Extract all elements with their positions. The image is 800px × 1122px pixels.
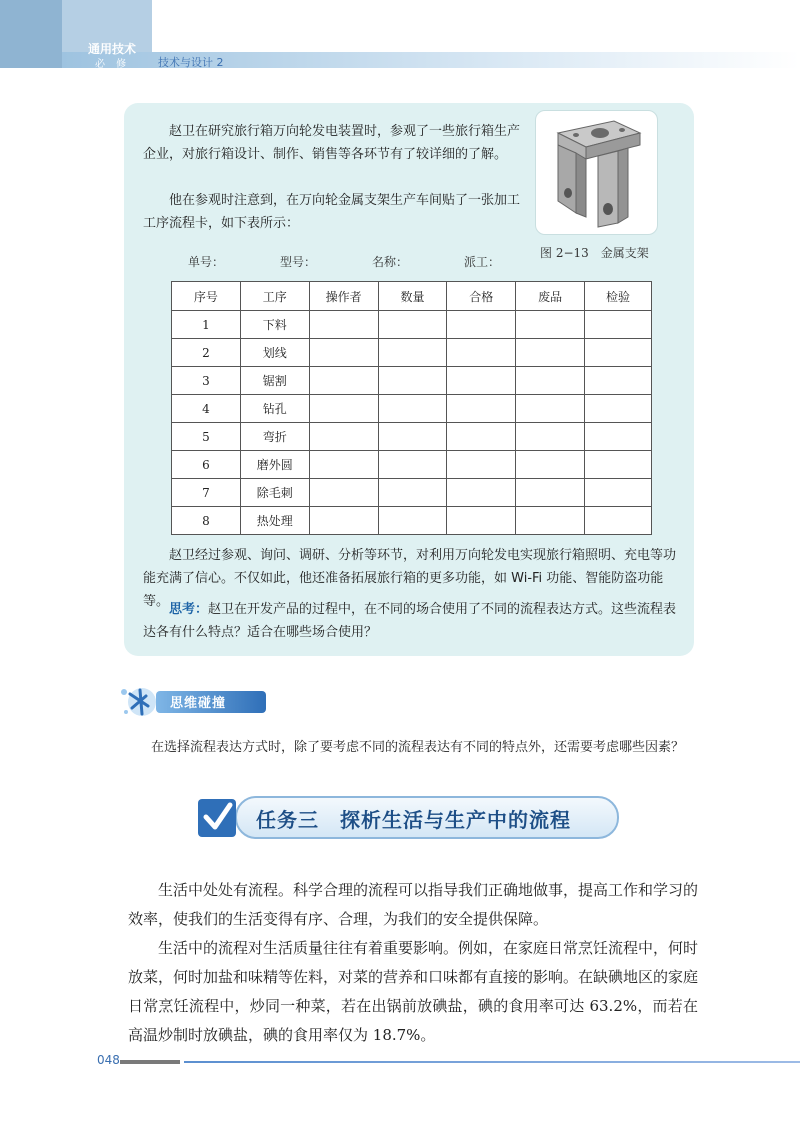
figure-caption: 图 2−13 金属支架 — [540, 246, 649, 260]
brainstorm-question: 在选择流程表达方式时，除了要考虑不同的流程表达有不同的特点外，还需要考虑哪些因素？ — [151, 740, 685, 755]
footer-bar — [120, 1060, 180, 1064]
table-row — [172, 451, 652, 479]
table-row — [172, 423, 652, 451]
form-field-name: 名称： — [372, 255, 409, 269]
table-header-cell: 合格 — [447, 282, 516, 311]
form-field-model: 型号： — [280, 255, 317, 269]
task-title: 任务三 探析生活与生产中的流程 — [256, 808, 571, 832]
row-step: 划线 — [240, 339, 309, 367]
row-step: 除毛刺 — [240, 479, 309, 507]
metal-bracket-illustration — [536, 111, 657, 234]
table-header-cell: 数量 — [378, 282, 447, 311]
table-row — [172, 367, 652, 395]
think-text: 赵卫在开发产品的过程中，在不同的场合使用了不同的流程表达方式。这些流程表达各有什么特点？适合在哪些场合使用？ — [143, 602, 677, 640]
table-row — [172, 311, 652, 339]
think-label: 思考： — [169, 602, 209, 617]
row-number: 4 — [172, 395, 241, 423]
table-header-cell: 序号 — [172, 282, 241, 311]
row-step: 磨外圆 — [240, 451, 309, 479]
row-number: 1 — [172, 311, 241, 339]
metal-bracket-figure — [535, 110, 658, 235]
row-number: 3 — [172, 367, 241, 395]
table-row — [172, 339, 652, 367]
row-step: 下料 — [240, 311, 309, 339]
body-paragraph-1: 生活中处处有流程。科学合理的流程可以指导我们正确地做事，提高工作和学习的效率，使我们的生活变得有序、合理，为我们的安全提供保障。 — [128, 881, 699, 928]
row-number: 2 — [172, 339, 241, 367]
form-field-dispatch: 派工： — [464, 255, 501, 269]
row-step: 热处理 — [240, 507, 309, 535]
row-step: 弯折 — [240, 423, 309, 451]
case-paragraph-3: 赵卫经过参观、询问、调研、分析等环节，对利用万向轮发电实现旅行箱照明、充电等功能充满了信心。不仅如此，他还准备拓展旅行箱的更多功能，如 Wi-Fi 功能、智能防盗功能等。 — [143, 548, 677, 609]
table-header-cell: 废品 — [516, 282, 585, 311]
table-row — [172, 395, 652, 423]
header-category: 必 修 — [95, 59, 131, 70]
row-step: 锯割 — [240, 367, 309, 395]
row-number: 5 — [172, 423, 241, 451]
brainstorm-label: 思维碰撞 — [170, 696, 227, 711]
footer-line — [184, 1061, 800, 1063]
row-step: 钻孔 — [240, 395, 309, 423]
case-paragraph-1: 赵卫在研究旅行箱万向轮发电装置时，参观了一些旅行箱生产企业，对旅行箱设计、制作、销售等各环节有了较详细的了解。 — [143, 124, 521, 162]
table-header-row — [172, 282, 652, 311]
page-number: 048 — [97, 1053, 120, 1067]
table-header-cell: 工序 — [240, 282, 309, 311]
header-book-title: 技术与设计 2 — [158, 56, 224, 69]
body-paragraph-2: 生活中的流程对生活质量往往有着重要影响。例如，在家庭日常烹饪流程中，何时放菜，何时加盐和味精等佐料，对菜的营养和口味都有直接的影响。在缺碘地区的家庭日常烹饪流程中，炒同一种菜，若在出锅前放碘盐，碘的食用率可达 63.2%，而若在高温炒制时放碘盐，碘的食用率仅为 18.7%。 — [128, 939, 699, 1044]
think-question — [143, 598, 680, 644]
header-series: 通用技术 — [88, 42, 137, 56]
form-field-order-no: 单号： — [188, 255, 225, 269]
table-header-cell: 检验 — [585, 282, 652, 311]
row-number: 7 — [172, 479, 241, 507]
row-number: 8 — [172, 507, 241, 535]
case-paragraph-2: 他在参观时注意到，在万向轮金属支架生产车间贴了一张加工工序流程卡，如下表所示： — [143, 193, 521, 231]
process-card-table — [171, 281, 652, 535]
table-header-cell: 操作者 — [309, 282, 378, 311]
row-number: 6 — [172, 451, 241, 479]
table-row — [172, 507, 652, 535]
table-row — [172, 479, 652, 507]
